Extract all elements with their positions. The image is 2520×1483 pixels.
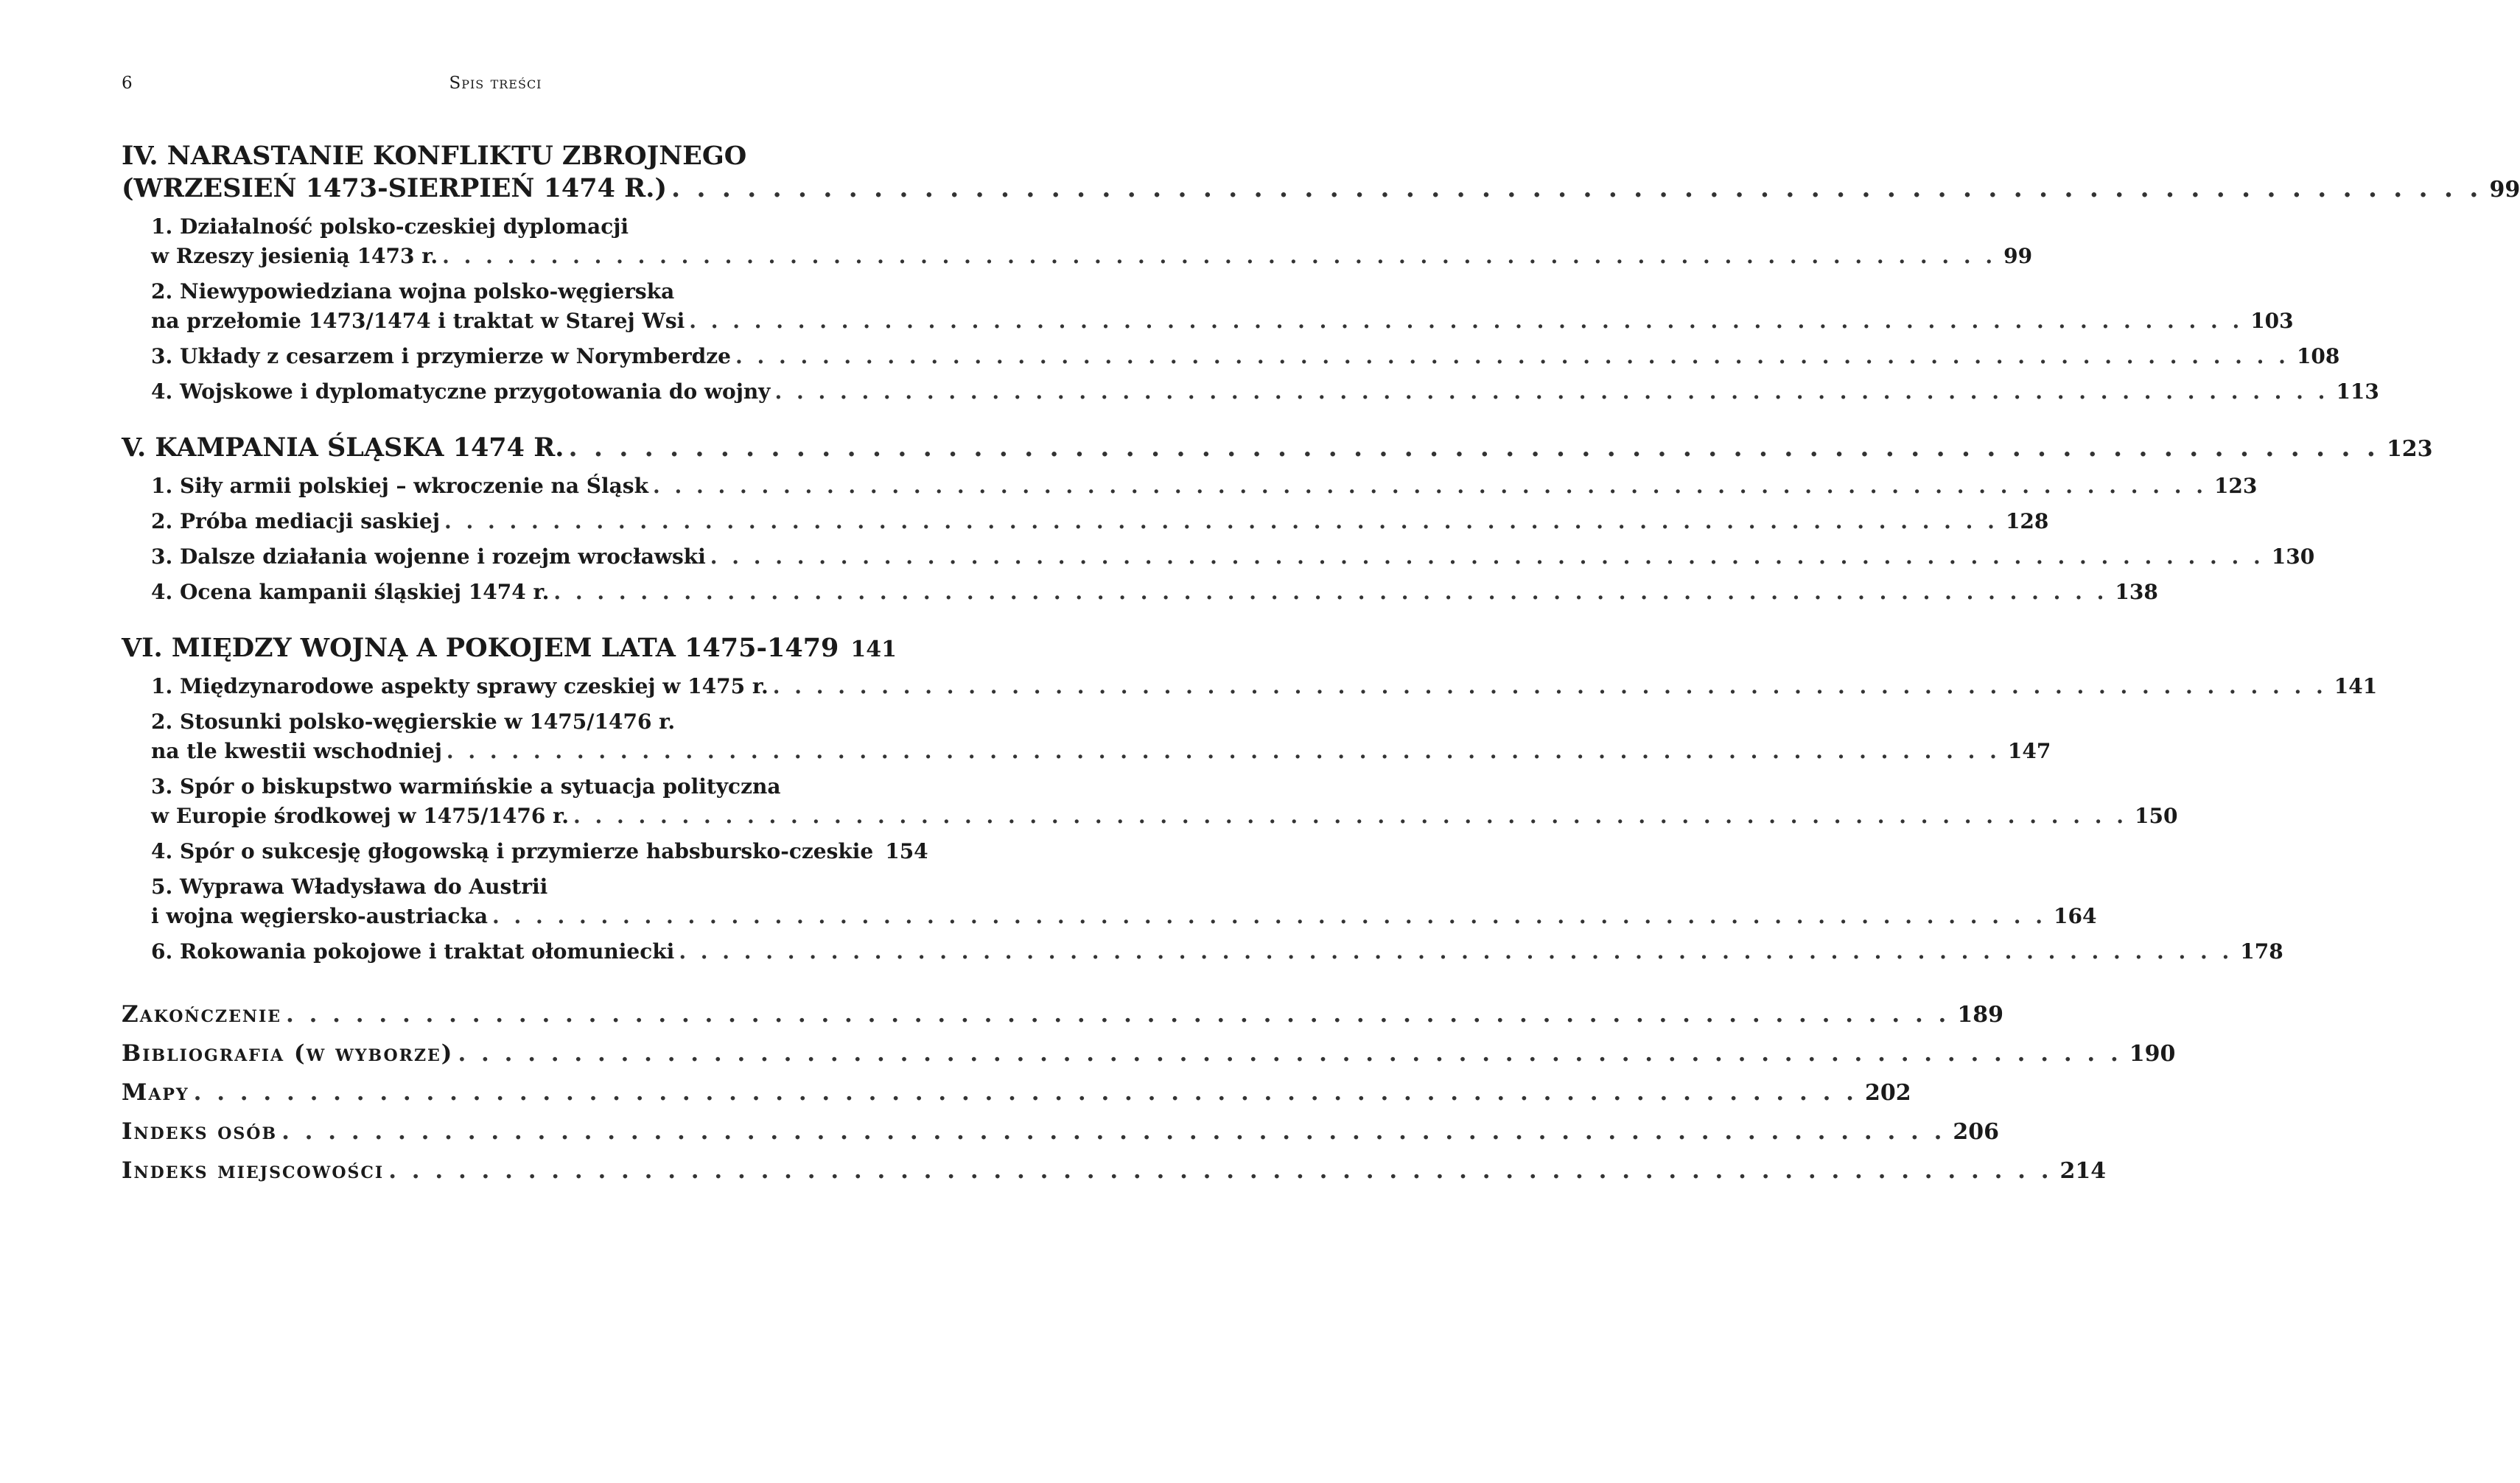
dot-leader: . . . . . . . . . . . . . . . . . . . . . . . . . . . . . . . . . . . . . . . . . . . . . . . . . . . . . . . . . . . . . . . . . . . . . . . . bbox=[193, 1079, 1858, 1106]
chapter-entry bbox=[122, 432, 2433, 466]
dot-leader: . . . . . . . . . . . . . . . . . . . . . . . . . . . . . . . . . . . . . . . . . . . . . . . . . . . . . . . . . . . . . . . . . . . . . . . . bbox=[652, 474, 2207, 498]
section-title: 3. Układy z cesarzem i przymierze w Norymberdze bbox=[151, 344, 731, 368]
back-matter-entry bbox=[122, 999, 2003, 1031]
section-title: na tle kwestii wschodniej bbox=[151, 739, 442, 763]
chapter-title: VI. MIĘDZY WOJNĄ A POKOJEM LATA 1475-1479 bbox=[122, 633, 839, 663]
chapter-line bbox=[122, 432, 2433, 466]
section-title-line: 2. Niewypowiedziana wojna polsko-węgierska bbox=[151, 279, 675, 304]
section-line bbox=[151, 802, 2178, 831]
chapter-entry bbox=[122, 632, 897, 666]
section-entry bbox=[122, 471, 2258, 501]
chapter-spacer bbox=[122, 967, 869, 992]
back-matter-entry bbox=[122, 1038, 2176, 1070]
back-matter-line bbox=[122, 1155, 2107, 1187]
section-line bbox=[151, 578, 2158, 607]
section-entry bbox=[122, 507, 2049, 536]
dot-leader: . . . . . . . . . . . . . . . . . . . . . . . . . . . . . . . . . . . . . . . . . . . . . . . . . . . . . . . . . . . . . . . . . . . . . . . . bbox=[442, 244, 1997, 268]
section-page: 108 bbox=[2296, 344, 2340, 368]
section-entry bbox=[122, 342, 2340, 371]
back-matter-entry bbox=[122, 1116, 2000, 1148]
back-matter-line bbox=[122, 1116, 2000, 1148]
section-page: 123 bbox=[2213, 474, 2258, 498]
dot-leader: . . . . . . . . . . . . . . . . . . . . . . . . . . . . . . . . . . . . . . . . . . . . . . . . . . . . . . . . . . . . . . . . . . . . . . . . bbox=[388, 1157, 2053, 1184]
section-entry bbox=[122, 578, 2158, 607]
chapter-spacer bbox=[122, 407, 869, 432]
section-title: 1. Siły armii polskiej – wkroczenie na Śląsk bbox=[151, 474, 648, 498]
dot-leader: . . . . . . . . . . . . . . . . . . . . . . . . . . . . . . . . . . . . . . . . . . . . . . . . . . . . . . . . . . . . . . . . . . . . . . . . bbox=[492, 904, 2047, 928]
section-entry bbox=[122, 707, 2051, 766]
dot-leader: . . . . . . . . . . . . . . . . . . . . . . . . . . . . . . . . . . . . . . . . . . . . . . . . . . . . . . . . . . . . . . . . . . . . . . . . bbox=[671, 173, 2482, 203]
back-matter-line bbox=[122, 1038, 2176, 1070]
chapter-line bbox=[122, 632, 897, 666]
dot-leader: . . . . . . . . . . . . . . . . . . . . . . . . . . . . . . . . . . . . . . . . . . . . . . . . . . . . . . . . . . . . . . . . . . . . . . . . bbox=[679, 939, 2233, 964]
section-line bbox=[151, 837, 928, 866]
section-title-line: 2. Stosunki polsko-węgierskie w 1475/1476 r. bbox=[151, 709, 676, 734]
section-page: 138 bbox=[2115, 580, 2158, 604]
section-entry bbox=[122, 872, 2097, 931]
section-page: 113 bbox=[2336, 379, 2379, 404]
back-matter-page: 189 bbox=[1957, 1002, 2003, 1028]
section-page: 154 bbox=[885, 839, 928, 863]
section-entry bbox=[122, 377, 2379, 407]
dot-leader: . . . . . . . . . . . . . . . . . . . . . . . . . . . . . . . . . . . . . . . . . . . . . . . . . . . . . . . . . . . . . . . . . . . . . . . . bbox=[286, 1001, 1950, 1028]
section-title: na przełomie 1473/1474 i traktat w Starej Wsi bbox=[151, 309, 685, 333]
dot-leader: . . . . . . . . . . . . . . . . . . . . . . . . . . . . . . . . . . . . . . . . . . . . . . . . . . . . . . . . . . . . . . . . . . . . . . . . bbox=[710, 544, 2264, 569]
section-title: w Rzeszy jesienią 1473 r. bbox=[151, 244, 438, 268]
dot-leader: . . . . . . . . . . . . . . . . . . . . . . . . . . . . . . . . . . . . . . . . . . . . . . . . . . . . . . . . . . . . . . . . . . . . . . . . bbox=[735, 344, 2289, 368]
section-line bbox=[151, 542, 2315, 572]
dot-leader: . . . . . . . . . . . . . . . . . . . . . . . . . . . . . . . . . . . . . . . . . . . . . . . . . . . . . . . . . . . . . . . . . . . . . . . . bbox=[772, 674, 2327, 698]
section-line bbox=[151, 902, 2097, 931]
section-page: 128 bbox=[2005, 509, 2049, 533]
section-line bbox=[151, 342, 2340, 371]
chapter-page: 141 bbox=[850, 637, 897, 662]
dot-leader: . . . . . . . . . . . . . . . . . . . . . . . . . . . . . . . . . . . . . . . . . . . . . . . . . . . . . . . . . . . . . . . . . . . . . . . . bbox=[553, 580, 2108, 604]
section-title: i wojna węgiersko-austriacka bbox=[151, 904, 489, 928]
section-title: 6. Rokowania pokojowe i traktat ołomuniecki bbox=[151, 939, 675, 964]
section-title-line: 1. Działalność polsko-czeskiej dyplomacji bbox=[151, 214, 629, 239]
dot-leader: . . . . . . . . . . . . . . . . . . . . . . . . . . . . . . . . . . . . . . . . . . . . . . . . . . . . . . . . . . . . . . . . . . . . . . . . bbox=[446, 739, 2001, 763]
back-matter-title: Mapy bbox=[122, 1079, 189, 1106]
back-matter-title: Indeks miejscowości bbox=[122, 1157, 385, 1184]
back-matter-page: 202 bbox=[1864, 1080, 1911, 1106]
section-page: 164 bbox=[2054, 904, 2097, 928]
dot-leader: . . . . . . . . . . . . . . . . . . . . . . . . . . . . . . . . . . . . . . . . . . . . . . . . . . . . . . . . . . . . . . . . . . . . . . . . bbox=[281, 1118, 1946, 1145]
section-line bbox=[151, 471, 2258, 501]
section-title-line: 5. Wyprawa Władysława do Austrii bbox=[151, 874, 548, 899]
dot-leader: . . . . . . . . . . . . . . . . . . . . . . . . . . . . . . . . . . . . . . . . . . . . . . . . . . . . . . . . . . . . . . . . . . . . . . . . bbox=[774, 379, 2329, 404]
section-page: 141 bbox=[2334, 674, 2378, 698]
back-matter-line bbox=[122, 1077, 1911, 1109]
dot-leader: . . . . . . . . . . . . . . . . . . . . . . . . . . . . . . . . . . . . . . . . . . . . . . . . . . . . . . . . . . . . . . . . . . . . . . . . bbox=[444, 509, 1998, 533]
section-page: 178 bbox=[2240, 939, 2283, 964]
section-page: 103 bbox=[2250, 309, 2294, 333]
section-line bbox=[151, 737, 2051, 766]
section-line bbox=[151, 242, 2033, 271]
back-matter-line bbox=[122, 999, 2003, 1031]
chapter-line bbox=[122, 172, 2520, 206]
back-matter-page: 190 bbox=[2129, 1041, 2176, 1067]
back-matter-page: 214 bbox=[2059, 1158, 2107, 1184]
section-title: 1. Międzynarodowe aspekty sprawy czeskiej w 1475 r. bbox=[151, 674, 769, 698]
section-line bbox=[151, 937, 2283, 967]
section-title: 4. Wojskowe i dyplomatyczne przygotowania do wojny bbox=[151, 379, 771, 404]
section-title: 4. Spór o sukcesję głogowską i przymierze habsbursko-czeskie bbox=[151, 839, 874, 863]
chapter-title-line: IV. NARASTANIE KONFLIKTU ZBROJNEGO bbox=[122, 141, 747, 171]
section-title: 3. Dalsze działania wojenne i rozejm wrocławski bbox=[151, 544, 706, 569]
section-title: w Europie środkowej w 1475/1476 r. bbox=[151, 804, 570, 828]
dot-leader: . . . . . . . . . . . . . . . . . . . . . . . . . . . . . . . . . . . . . . . . . . . . . . . . . . . . . . . . . . . . . . . . . . . . . . . . bbox=[568, 432, 2379, 463]
section-title-line: 3. Spór o biskupstwo warmińskie a sytuacja polityczna bbox=[151, 774, 781, 799]
section-entry bbox=[122, 672, 2378, 701]
dot-leader: . . . . . . . . . . . . . . . . . . . . . . . . . . . . . . . . . . . . . . . . . . . . . . . . . . . . . . . . . . . . . . . . . . . . . . . . bbox=[573, 804, 2127, 828]
section-line bbox=[151, 377, 2379, 407]
section-entry bbox=[122, 277, 2294, 336]
back-matter-page: 206 bbox=[1953, 1119, 2000, 1145]
table-of-contents bbox=[122, 140, 2520, 1187]
dot-leader: . . . . . . . . . . . . . . . . . . . . . . . . . . . . . . . . . . . . . . . . . . . . . . . . . . . . . . . . . . . . . . . . . . . . . . . . bbox=[689, 309, 2244, 333]
section-entry bbox=[122, 837, 928, 866]
chapter-title: (WRZESIEŃ 1473-SIERPIEŃ 1474 R.) bbox=[122, 173, 668, 203]
back-matter-title: Zakończenie bbox=[122, 1001, 282, 1028]
chapter-title: V. KAMPANIA ŚLĄSKA 1474 R. bbox=[122, 432, 564, 463]
chapter-page: 99 bbox=[2489, 177, 2520, 203]
section-entry bbox=[122, 937, 2283, 967]
section-line bbox=[151, 507, 2049, 536]
back-matter-entry bbox=[122, 1155, 2107, 1187]
section-page: 130 bbox=[2271, 544, 2315, 569]
chapter-page: 123 bbox=[2386, 436, 2433, 462]
back-matter-entry bbox=[122, 1077, 1911, 1109]
back-matter-title: Bibliografia (w wyborze) bbox=[122, 1040, 454, 1067]
dot-leader: . . . . . . . . . . . . . . . . . . . . . . . . . . . . . . . . . . . . . . . . . . . . . . . . . . . . . . . . . . . . . . . . . . . . . . . . bbox=[458, 1040, 2122, 1067]
section-entry bbox=[122, 772, 2178, 831]
section-title: 4. Ocena kampanii śląskiej 1474 r. bbox=[151, 580, 550, 604]
page-number: 6 bbox=[122, 74, 133, 93]
section-page: 150 bbox=[2135, 804, 2178, 828]
back-matter-title: Indeks osób bbox=[122, 1118, 278, 1145]
running-title: Spis treści bbox=[449, 74, 542, 93]
section-line bbox=[151, 672, 2378, 701]
section-line bbox=[151, 306, 2294, 336]
running-head bbox=[122, 74, 869, 103]
section-entry bbox=[122, 212, 2033, 271]
chapter-spacer bbox=[122, 607, 869, 632]
section-page: 147 bbox=[2007, 739, 2051, 763]
section-page: 99 bbox=[2003, 244, 2033, 268]
chapter-entry bbox=[122, 140, 2520, 206]
section-title: 2. Próba mediacji saskiej bbox=[151, 509, 440, 533]
section-entry bbox=[122, 542, 2315, 572]
